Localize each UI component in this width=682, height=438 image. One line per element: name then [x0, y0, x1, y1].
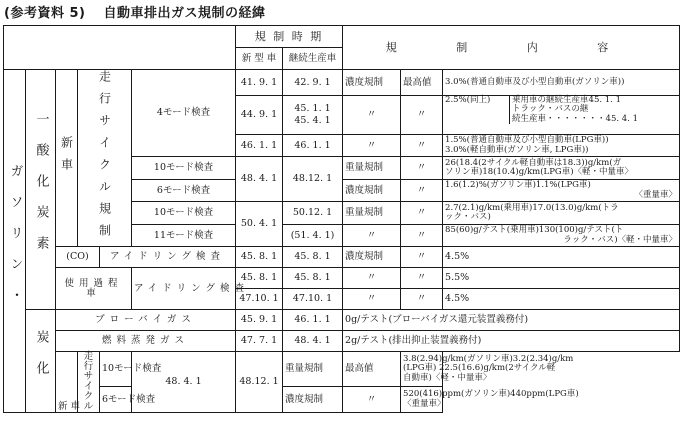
reg-type: 〃 [343, 268, 401, 289]
used-car-label: 使用過程車 [56, 268, 132, 310]
new-date: 47. 7. 1 [236, 331, 283, 352]
reg-type: 重量規制 [343, 202, 401, 225]
reg-type: 重量規制 [283, 352, 343, 387]
table-row [4, 70, 680, 96]
mode6-label: 6モード検査 [132, 180, 236, 202]
new-car-label: 新車 [56, 70, 78, 247]
period-header: 規 制 時 期 [236, 26, 343, 48]
reg-basis: 〃 [401, 135, 443, 157]
reg-content-line-2: ソリン車)18(10.4)g/km(LPG車)〈軽・中量車〉 [445, 167, 634, 177]
continued-date: 47.10. 1 [283, 289, 343, 310]
reg-basis: 〃 [401, 180, 443, 202]
document-title: 自動車排出ガス規制の経緯 [103, 6, 266, 21]
reg-type: 〃 [343, 96, 401, 135]
reg-content: 3.0%(普通自動車及び小型自動車(ガソリン車)) [443, 70, 680, 96]
reg-basis: 最高値 [343, 352, 401, 387]
reg-content: 2g/テスト(排出抑止装置義務付) [343, 331, 680, 352]
reg-content-line-2: ラック・バス)〈軽・中量車〉 [563, 234, 678, 245]
reg-content: 5.5% [443, 268, 680, 289]
continued-date: 50.12. 1 [283, 202, 343, 225]
mode11-label: 11モード検査 [132, 225, 236, 247]
reg-basis: 〃 [401, 268, 443, 289]
new-date: 41. 9. 1 [236, 70, 283, 96]
co-sub-label: (CO) [56, 247, 100, 268]
idling-label: アイドリング検査 [132, 268, 236, 310]
reg-content-line-1: 85(60)g/テスト(乗用車)130(100)g/テスト(ト [445, 225, 624, 235]
reg-note-line-3: 続生産車・・・・・・・45. 4. 1 [512, 113, 638, 124]
reg-content-line-2: (LPG車) 22.5(16.6)g/km(2サイクル軽 [403, 363, 556, 374]
reg-note-line-1: 乗用車の継続生産車45. 1. 1 [512, 94, 621, 105]
reg-content-line-2: 〈重量車〉 [403, 398, 446, 409]
continued-date: 46. 1. 1 [283, 135, 343, 157]
running-cycle-label: 走 行 サイクル [78, 352, 100, 413]
reg-basis: 〃 [401, 247, 443, 268]
reg-basis: 〃 [401, 157, 443, 180]
reg-content [443, 180, 680, 202]
reg-type: 濃度規制 [343, 247, 401, 268]
co-label [26, 70, 56, 310]
new-type-header: 新 型 車 [236, 48, 283, 70]
new-date: 46. 1. 1 [236, 135, 283, 157]
continued-date: 45. 8. 1 [283, 247, 343, 268]
continued-date: 48.12. 1 [236, 352, 283, 413]
reg-content: 4.5% [443, 247, 680, 268]
content-header: 規 制 内 容 [343, 26, 680, 70]
regulation-table-wrapper [3, 25, 679, 438]
new-date: 47.10. 1 [236, 289, 283, 310]
reg-content: 0g/テスト(ブローバイガス還元装置義務付) [343, 310, 680, 331]
reg-type: 濃度規制 [283, 387, 343, 413]
continued-header: 継続生産車 [283, 48, 343, 70]
reg-content-line-2: 3.0%(軽自動車(ガソリン車, LPG車)) [445, 144, 589, 155]
idling-label: アイドリング検査 [100, 247, 236, 268]
mode6-label: 6モード検査 [100, 387, 132, 413]
reg-type: 〃 [343, 289, 401, 310]
reg-basis: 〃 [343, 387, 401, 413]
reg-type: 〃 [343, 225, 401, 247]
continued-date: (51. 4. 1) [283, 225, 343, 247]
continued-date: 46. 1. 1 [283, 310, 343, 331]
reg-basis: 〃 [401, 225, 443, 247]
reg-content-line-1: 1.5%(普通自動車及び小型自動車(LPG車)) [445, 135, 609, 145]
reg-content [443, 202, 680, 225]
mode10-label: 10モード検査 [100, 352, 132, 387]
table-row [4, 352, 680, 387]
new-date: 44. 9. 1 [236, 96, 283, 135]
reg-content [443, 157, 680, 180]
reg-basis: 〃 [401, 289, 443, 310]
reg-basis: 〃 [401, 96, 443, 135]
reg-content [401, 387, 579, 413]
document-header [4, 2, 265, 21]
reg-note-line-2: トラック・バスの継 [512, 104, 589, 114]
reg-content-line-3: 自動車)〈軽・中量車〉 [403, 372, 492, 383]
reg-content-main: 2.5%(同上) [445, 95, 491, 105]
reg-note [509, 96, 682, 125]
continued-date: 48. 4. 1 [283, 331, 343, 352]
continued-date: 42. 9. 1 [283, 70, 343, 96]
reg-content: 4.5% [443, 289, 680, 310]
reg-type: 重量規制 [343, 157, 401, 180]
table-row [4, 331, 680, 352]
continued-date-1: 45. 1. 1 [294, 103, 331, 114]
reg-basis: 〃 [401, 202, 443, 225]
evap-label: 燃料蒸発ガス [56, 331, 236, 352]
reg-content [443, 135, 680, 157]
reg-content [443, 96, 680, 135]
reference-label: (参考資料 5) [4, 6, 86, 21]
table-row [4, 310, 680, 331]
new-date: 45. 9. 1 [236, 310, 283, 331]
new-car-label: 新 車 [56, 352, 78, 413]
new-date: 45. 8. 1 [236, 268, 283, 289]
continued-date [283, 96, 343, 135]
header-blank [4, 26, 236, 70]
blowby-label: ブローバイガス [56, 310, 236, 331]
header-row-1 [4, 26, 680, 48]
reg-content-line-1: 26(18.4(2サイクル軽自動車は18.3))g/km(ガ [445, 157, 622, 168]
new-date: 48. 4. 1 [132, 352, 236, 413]
new-date: 50. 4. 1 [236, 202, 283, 247]
reg-content-line-2: ック・バス) [445, 212, 491, 222]
reg-content [443, 225, 680, 247]
new-date: 48. 4. 1 [236, 157, 283, 202]
reg-type: 〃 [343, 135, 401, 157]
reg-basis: 最高値 [401, 70, 443, 96]
continued-date: 45. 8. 1 [283, 268, 343, 289]
hc-label: 炭化 [26, 310, 56, 413]
table-row [4, 387, 680, 413]
reg-content [401, 352, 574, 387]
mode10-label: 10モード検査 [132, 157, 236, 180]
running-cycle-label: 走行サイクル規制 [78, 70, 132, 247]
reg-content-line-2: 〈重量車〉 [634, 189, 678, 200]
reg-type: 濃度規制 [343, 70, 401, 96]
continued-date: 48.12. 1 [283, 157, 343, 202]
gasoline-label: ガソリン・ [4, 70, 26, 413]
table-row [4, 247, 680, 268]
table-row [4, 268, 680, 289]
reg-content-line-1: 1.6(1.2)%(ガソリン車)1.1%(LPG車) [445, 180, 591, 190]
reg-content-line-1: 2.7(2.1)g/km(乗用車)17.0(13.0)g/km(トラ [445, 202, 619, 213]
co-top-label: 一酸化炭素 [33, 112, 49, 267]
reg-content-line-1: 3.8(2.94)g/km(ガソリン車)3.2(2.34)g/km [403, 353, 574, 364]
mode10-label: 10モード検査 [132, 202, 236, 225]
regulation-history-table [3, 25, 680, 413]
new-date: 45. 8. 1 [236, 247, 283, 268]
continued-date-2: 45. 4. 1 [294, 115, 331, 126]
reg-content-line-1: 520(416)ppm(ガソリン車)440ppm(LPG車) [403, 389, 579, 400]
reg-type: 濃度規制 [343, 180, 401, 202]
mode4-label: 4モード検査 [132, 70, 236, 157]
